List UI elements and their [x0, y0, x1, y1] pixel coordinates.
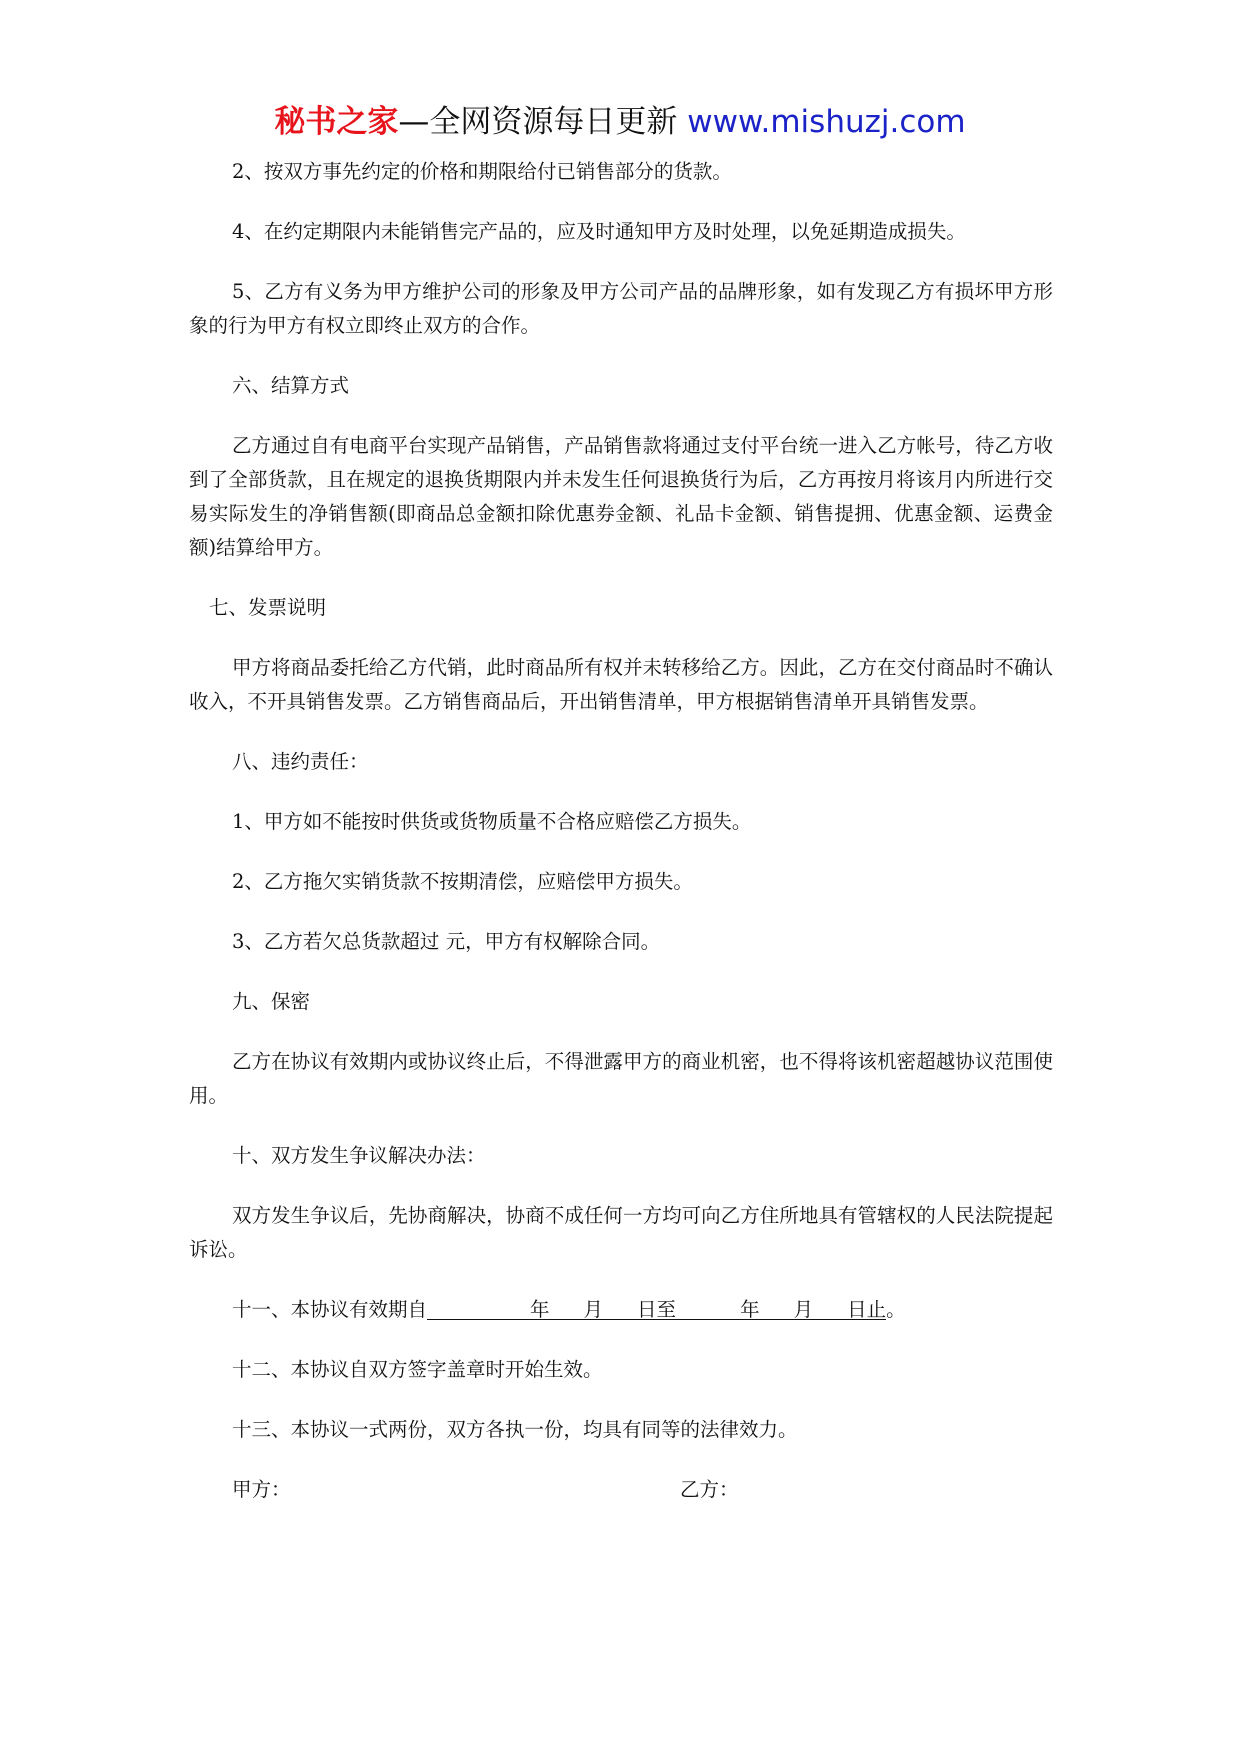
section-9-title: 九、保密: [232, 990, 311, 1013]
site-tagline: —全网资源每日更新: [398, 104, 678, 140]
site-header: [0, 100, 1240, 144]
section-6-title: 六、结算方式: [232, 374, 350, 397]
document-body: [189, 155, 1053, 1507]
end-month-label: 月: [793, 1298, 814, 1321]
section-7-text: 甲方将商品委托给乙方代销，此时商品所有权并未转移给乙方。因此，乙方在交付商品时不确认收入，不开具销售发票。乙方销售商品后，开出销售清单，甲方根据销售清单开具销售发票。: [189, 656, 1053, 713]
section-11-suffix: 。: [886, 1298, 906, 1321]
start-month-label: 月: [583, 1298, 604, 1321]
end-year-label: 年: [740, 1298, 760, 1321]
party-a-label: 甲方：: [232, 1478, 291, 1501]
section-8-title: 八、违约责任：: [232, 750, 369, 773]
clause-5: 5、乙方有义务为甲方维护公司的形象及甲方公司产品的品牌形象，如有发现乙方有损坏甲方形象的行为甲方有权立即终止双方的合作。: [189, 280, 1053, 337]
section-13: 十三、本协议一式两份，双方各执一份，均具有同等的法律效力。: [232, 1418, 798, 1441]
term-date-blank: [427, 1293, 886, 1320]
signature-row: [189, 1473, 1053, 1507]
section-12: 十二、本协议自双方签字盖章时开始生效。: [232, 1358, 603, 1381]
start-year-label: 年: [530, 1298, 550, 1321]
clause-4: 4、在约定期限内未能销售完产品的，应及时通知甲方及时处理，以免延期造成损失。: [232, 220, 966, 243]
end-day-label: 日止: [847, 1298, 887, 1321]
section-8-item-2: 2、乙方拖欠实销货款不按期清偿，应赔偿甲方损失。: [232, 870, 693, 893]
site-url[interactable]: www.mishuzj.com: [687, 104, 966, 140]
section-9-text: 乙方在协议有效期内或协议终止后，不得泄露甲方的商业机密，也不得将该机密超越协议范围使用。: [189, 1050, 1053, 1107]
site-brand: 秘书之家: [274, 104, 399, 140]
section-11-prefix: 十一、本协议有效期自: [232, 1298, 428, 1321]
clause-2: 2、按双方事先约定的价格和期限给付已销售部分的货款。: [232, 160, 732, 183]
section-11: [189, 1293, 1053, 1327]
section-10-text: 双方发生争议后，先协商解决，协商不成任何一方均可向乙方住所地具有管辖权的人民法院提起诉讼。: [189, 1204, 1053, 1261]
section-10-title: 十、双方发生争议解决办法：: [232, 1144, 486, 1167]
start-day-label: 日至: [637, 1298, 677, 1321]
party-b-label: 乙方：: [680, 1478, 739, 1501]
section-8-item-1: 1、甲方如不能按时供货或货物质量不合格应赔偿乙方损失。: [232, 810, 752, 833]
section-7-title: 七、发票说明: [209, 596, 327, 619]
section-8-item-3: 3、乙方若欠总货款超过 元，甲方有权解除合同。: [232, 930, 661, 953]
section-6-text: 乙方通过自有电商平台实现产品销售，产品销售款将通过支付平台统一进入乙方帐号，待乙方收到了全部货款，且在规定的退换货期限内并未发生任何退换货行为后，乙方再按月将该月内所进行交易实际发生的净销售额(即商品总金额扣除优惠券金额、礼品卡金额、销售提拥、优惠金额、运费金额)结算给甲方。: [189, 434, 1053, 559]
